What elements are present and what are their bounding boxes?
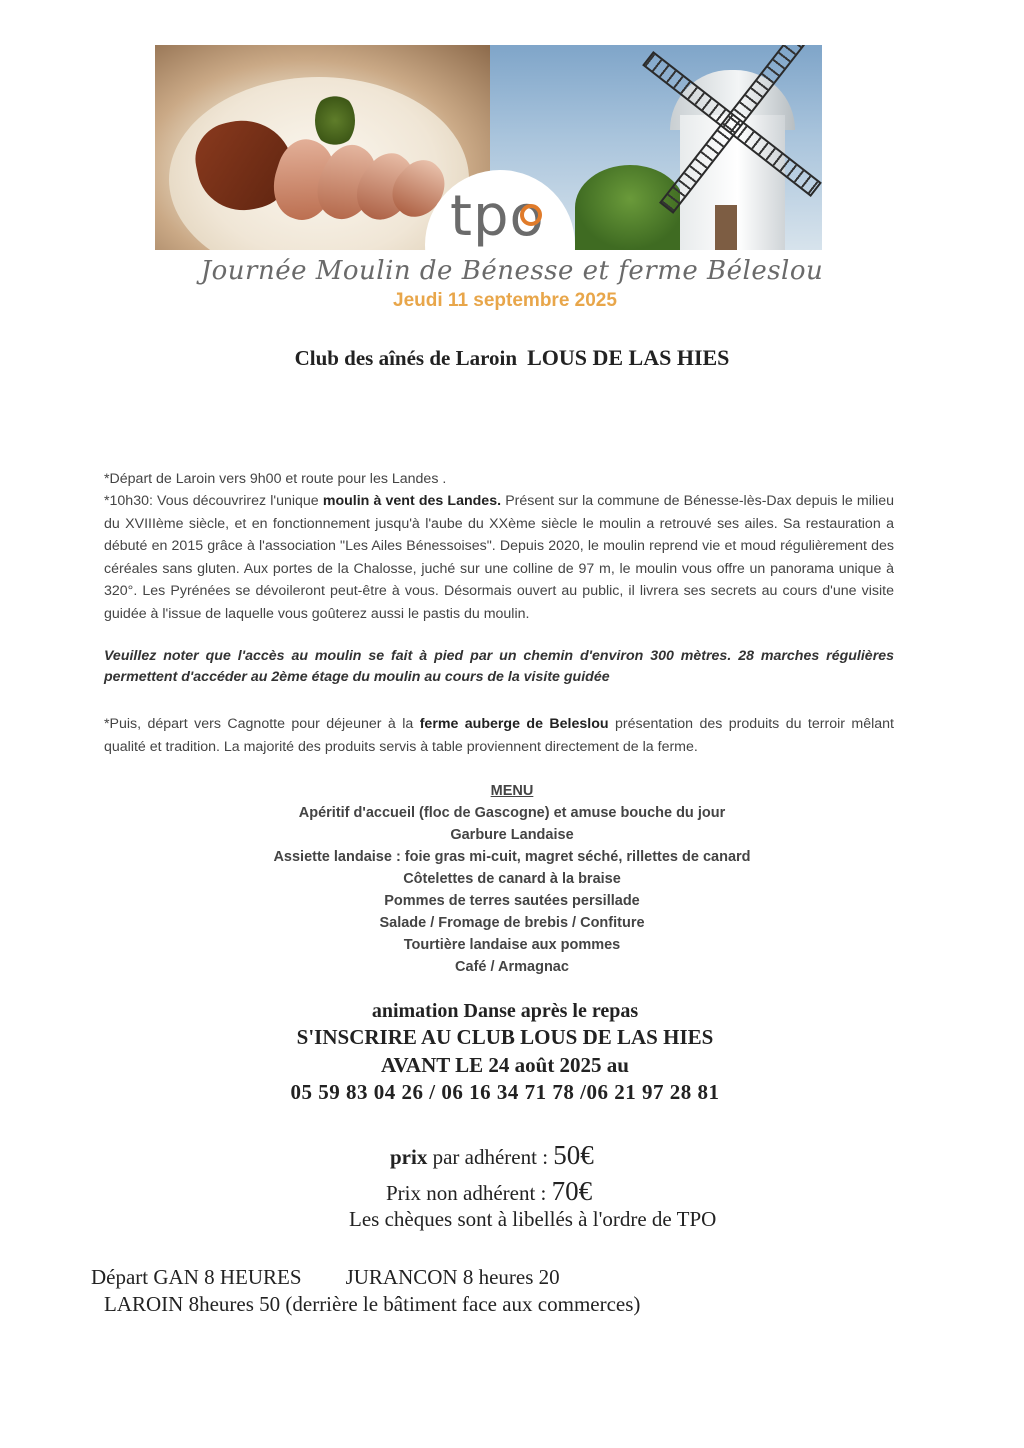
windmill-door xyxy=(715,205,737,250)
animation-note: animation Danse après le repas xyxy=(371,1000,639,1022)
member-price-value: 50€ xyxy=(553,1140,594,1170)
menu-item: Côtelettes de canard à la braise xyxy=(403,871,621,887)
access-notice: Veuillez noter que l'accès au moulin se fait à pied par un chemin d'environ 300 mètres. 28 marches régulières permettent d'accéder au 2ème étage du moulin au cours de la visite guidée xyxy=(104,648,894,685)
non-member-price-value: 70€ xyxy=(551,1176,593,1206)
program-windmill-text: Présent sur la commune de Bénesse-lès-Dax depuis le milieu du XVIIIème siècle, et en fonctionnement jusqu'à l'aube du XXème siècle le moulin a retrouvé ses ailes. Sa restauration a débuté en 2015 grâce à l'association "Les Ailes Bénessoises". Depuis 2020, le moulin reprend vie et moud régulièrement des céréales sans gluten. Aux portes de la Chalosse, juché sur une colline de 97 m, le moulin vous offre un panorama unique à 320°. Les Pyrénées se dévoileront peut-être à vous. Désormais ouvert au public, il livrera ses secrets au cours d'une visite guidée à l'issue de laquelle vous goûterez aussi le pastis du moulin. xyxy=(104,493,894,622)
menu-section xyxy=(0,780,1024,978)
event-date: Jeudi 11 septembre 2025 xyxy=(393,290,617,311)
member-price-label: par adhérent : xyxy=(427,1145,554,1169)
menu-item: Garbure Landaise xyxy=(450,827,574,843)
non-member-price-label: Prix non adhérent : xyxy=(386,1181,552,1205)
menu-item: Tourtière landaise aux pommes xyxy=(403,937,621,953)
menu-title: MENU xyxy=(490,783,534,799)
registration-deadline: AVANT LE 24 août 2025 au xyxy=(381,1053,629,1077)
member-price-bold: prix xyxy=(390,1145,428,1169)
registration-line: S'INSCRIRE AU CLUB LOUS DE LAS HIES xyxy=(296,1025,714,1049)
club-name: LOUS DE LAS HIES xyxy=(527,345,730,370)
menu-item: Assiette landaise : foie gras mi-cuit, magret séché, rillettes de canard xyxy=(273,849,751,865)
program-lunch xyxy=(104,713,894,758)
menu-item: Café / Armagnac xyxy=(455,959,569,975)
club-prefix: Club des aînés de Laroin xyxy=(294,346,518,370)
program-lunch-text: présentation des produits du terroir mêlant qualité et tradition. La majorité des produits servis à table proviennent directement de la ferme. xyxy=(104,716,894,755)
program-departure: *Départ de Laroin vers 9h00 et route pour les Landes . xyxy=(104,471,447,487)
departure-line xyxy=(91,1265,560,1290)
program-windmill-intro: *10h30: Vous découvrirez l'unique xyxy=(104,493,323,509)
menu-item: Apéritif d'accueil (floc de Gascogne) et amuse bouche du jour xyxy=(298,805,726,821)
herb-garnish xyxy=(315,93,355,148)
program-windmill-highlight: moulin à vent des Landes. xyxy=(322,493,502,509)
departure-jurancon: JURANCON 8 heures 20 xyxy=(345,1265,560,1289)
menu-item: Pommes de terres sautées persillade xyxy=(384,893,640,909)
page-title: Journée Moulin de Bénesse et ferme Béleslou xyxy=(200,256,824,286)
logo-compass-icon xyxy=(520,204,542,226)
member-price xyxy=(390,1140,594,1171)
program-lunch-intro: *Puis, départ vers Cagnotte pour déjeuner à la xyxy=(104,716,420,732)
club-heading xyxy=(0,345,1024,371)
menu-item: Salade / Fromage de brebis / Confiture xyxy=(379,915,645,931)
departure-gan: Départ GAN 8 HEURES xyxy=(91,1265,302,1289)
cheque-note: Les chèques sont à libellés à l'ordre de TPO xyxy=(349,1207,717,1231)
phone-numbers: 05 59 83 04 26 / 06 16 34 71 78 /06 21 97 28 81 xyxy=(290,1080,720,1104)
program-windmill xyxy=(104,490,894,625)
non-member-price xyxy=(386,1176,592,1207)
departure-laroin: LAROIN 8heures 50 (derrière le bâtiment face aux commerces) xyxy=(104,1292,641,1316)
program-lunch-highlight: ferme auberge de Beleslou xyxy=(419,716,609,732)
tpo-logo: tpo xyxy=(450,184,545,249)
